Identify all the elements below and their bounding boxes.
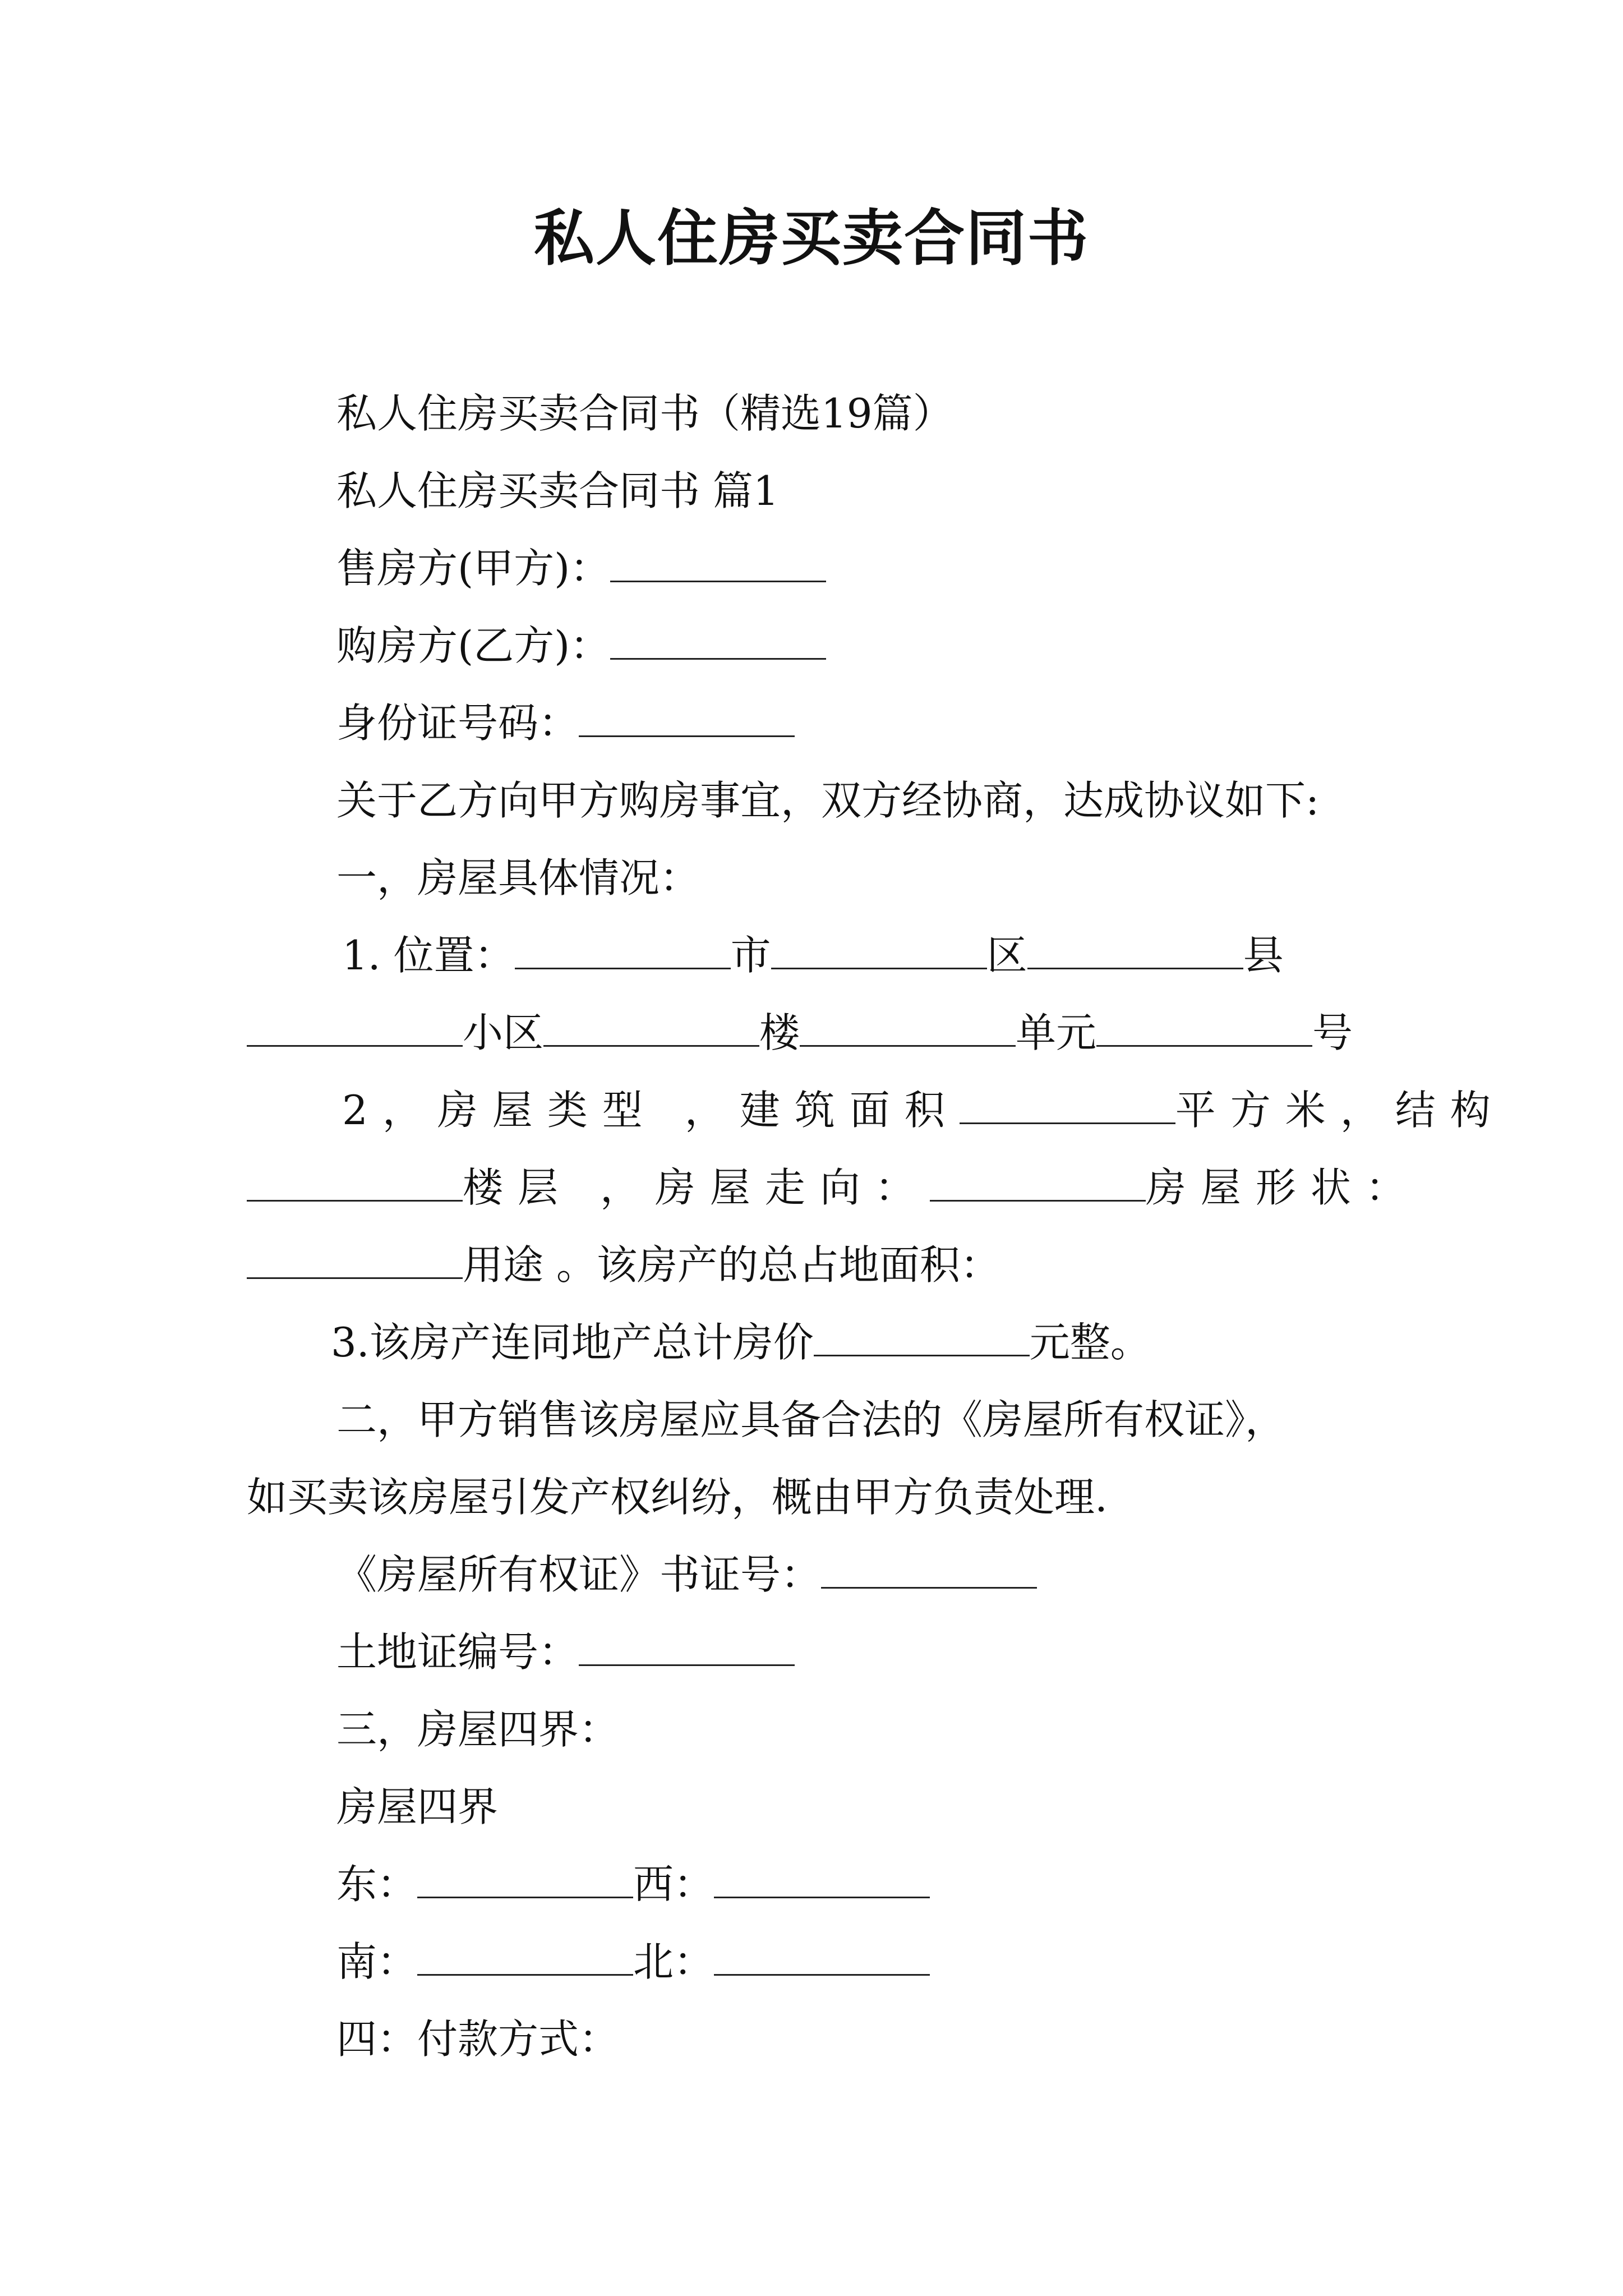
clause1-heading: 一，房屋具体情况： [336, 854, 700, 901]
price-blank[interactable] [814, 1315, 1030, 1356]
cert-number-blank[interactable] [821, 1548, 1037, 1589]
structure-blank[interactable] [247, 1161, 463, 1202]
buyer-blank[interactable] [610, 619, 826, 660]
seller-label: 售房方(甲方)： [336, 545, 611, 592]
south-blank[interactable] [417, 1935, 633, 1976]
type-line-2 [247, 1157, 1421, 1218]
price-prefix: 3.该房产连同地产总计房价 [331, 1319, 814, 1366]
location-prefix: 1. 位置： [342, 932, 515, 979]
floor-label: 楼层 ，房屋走向： [463, 1164, 930, 1211]
community-blank[interactable] [247, 1006, 463, 1047]
type-prefix: 2，房屋类型 ，建筑面积 [342, 1087, 960, 1134]
id-number-blank[interactable] [579, 696, 795, 737]
unit-blank[interactable] [800, 1006, 1016, 1047]
cert-number-label: 《房屋所有权证》书证号： [336, 1551, 822, 1598]
district-label: 区 [986, 932, 1027, 979]
usage-label: 用途 。该房产的总占地面积： [463, 1241, 1000, 1289]
cert-number-line [336, 1544, 1037, 1605]
buyer-label: 购房方(乙方)： [336, 622, 611, 669]
subtitle: 私人住房买卖合同书（精选19篇） [336, 390, 953, 437]
city-blank[interactable] [515, 928, 731, 969]
type-line [342, 1079, 1505, 1141]
land-cert-line [336, 1621, 795, 1683]
county-label: 县 [1243, 932, 1284, 979]
west-label: 西： [633, 1861, 714, 1908]
city-label: 市 [730, 932, 771, 979]
north-blank[interactable] [714, 1935, 930, 1976]
land-cert-label: 土地证编号： [336, 1628, 579, 1676]
buyer-line [336, 615, 826, 677]
land-cert-blank[interactable] [579, 1625, 795, 1666]
north-label: 北： [633, 1938, 714, 1985]
shape-label: 房屋形状： [1145, 1164, 1421, 1211]
area-unit-label: 平方米，结构 [1175, 1087, 1505, 1134]
number-label: 号 [1312, 1009, 1353, 1056]
unit-label: 单元 [1016, 1009, 1097, 1056]
east-label: 东： [336, 1861, 418, 1908]
type-line-3 [247, 1234, 1000, 1296]
intro-paragraph: 关于乙方向甲方购房事宜，双方经协商，达成协议如下: [336, 777, 1320, 824]
south-north-line [336, 1931, 930, 1993]
south-label: 南： [336, 1938, 418, 1985]
id-number-label: 身份证号码： [336, 700, 579, 747]
building-label: 楼 [759, 1009, 800, 1056]
west-blank[interactable] [714, 1857, 930, 1898]
community-label: 小区 [463, 1009, 544, 1056]
seller-blank[interactable] [610, 541, 826, 582]
location-line-2 [247, 1002, 1353, 1064]
clause2-line-2: 如买卖该房屋引发产权纠纷，概由甲方负责处理. [247, 1474, 1108, 1521]
shape-blank[interactable] [247, 1238, 463, 1279]
east-west-line [336, 1853, 930, 1915]
price-suffix: 元整。 [1029, 1319, 1151, 1366]
price-line [331, 1312, 1151, 1373]
section-heading: 私人住房买卖合同书 篇1 [336, 467, 779, 514]
document-title: 私人住房买卖合同书 [533, 203, 1089, 274]
area-blank[interactable] [960, 1083, 1175, 1124]
clause3-heading: 三，房屋四界： [336, 1706, 620, 1753]
clause2-line-1: 二，甲方销售该房屋应具备合法的《房屋所有权证》， [336, 1396, 1286, 1443]
number-blank[interactable] [1096, 1006, 1312, 1047]
east-blank[interactable] [417, 1857, 633, 1898]
seller-line [336, 537, 826, 599]
county-blank[interactable] [1027, 928, 1243, 969]
orientation-blank[interactable] [930, 1161, 1146, 1202]
clause4-heading: 四：付款方式： [336, 2016, 620, 2063]
id-number-line [336, 692, 795, 754]
boundaries-label: 房屋四界 [336, 1783, 499, 1830]
building-blank[interactable] [543, 1006, 759, 1047]
location-line [342, 924, 1284, 986]
district-blank[interactable] [771, 928, 987, 969]
